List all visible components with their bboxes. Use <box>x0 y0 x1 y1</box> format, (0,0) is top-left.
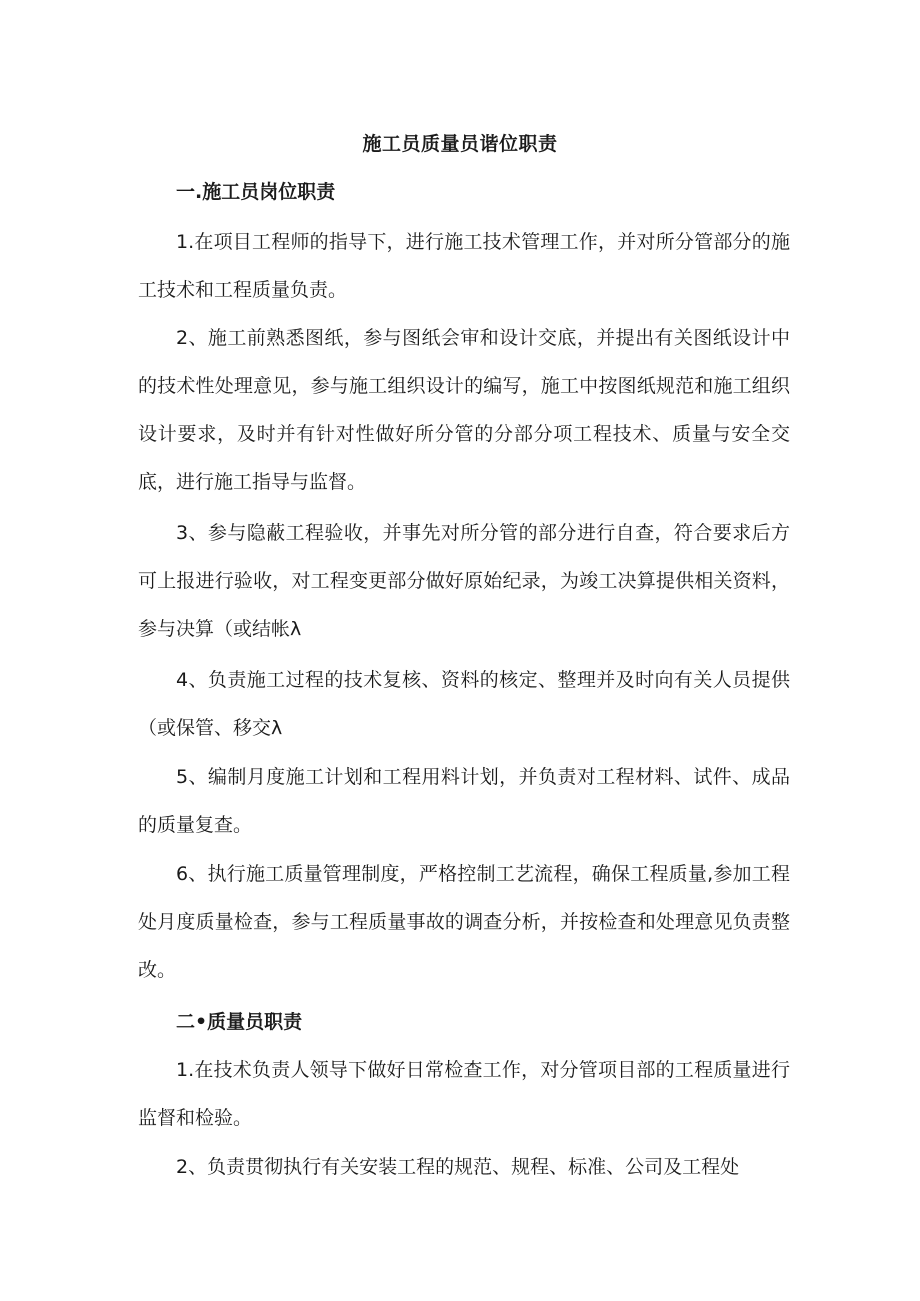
section-heading-2: 二•质量员职责 <box>176 1011 303 1033</box>
paragraph-1-6: 6、执行施工质量管理制度，严格控制工艺流程，确保工程质量,参加工程处月度质量检查，参与工程质量事故的调查分析，并按检查和处理意见负责整改。 <box>138 863 790 981</box>
paragraph-1-4: 4、负责施工过程的技术复核、资料的核定、整理并及时向有关人员提供（或保管、移交λ <box>138 669 790 739</box>
paragraph-2-2: 2、负责贯彻执行有关安装工程的规范、规程、标准、公司及工程处 <box>176 1156 740 1178</box>
document-title: 施工员质量员谐位职责 <box>362 133 558 155</box>
paragraph-1-3: 3、参与隐蔽工程验收，并事先对所分管的部分进行自查，符合要求后方可上报进行验收，对工程变更部分做好原始纪录，为竣工决算提供相关资料，参与决算（或结帐λ <box>138 522 790 640</box>
paragraph-2-1: 1.在技术负责人领导下做好日常检查工作，对分管项目部的工程质量进行监督和检验。 <box>138 1059 790 1129</box>
paragraph-1-2: 2、施工前熟悉图纸，参与图纸会审和设计交底，并提出有关图纸设计中的技术性处理意见，参与施工组织设计的编写，施工中按图纸规范和施工组织设计要求，及时并有针对性做好所分管的分部分项工程技术、质量与安全交底，进行施工指导与监督。 <box>138 327 790 493</box>
section-heading-1: 一.施工员岗位职责 <box>176 181 336 203</box>
paragraph-1-5: 5、编制月度施工计划和工程用料计划，并负责对工程材料、试件、成品的质量复查。 <box>138 766 790 836</box>
paragraph-1-1: 1.在项目工程师的指导下，进行施工技术管理工作，并对所分管部分的施工技术和工程质量负责。 <box>138 231 790 301</box>
